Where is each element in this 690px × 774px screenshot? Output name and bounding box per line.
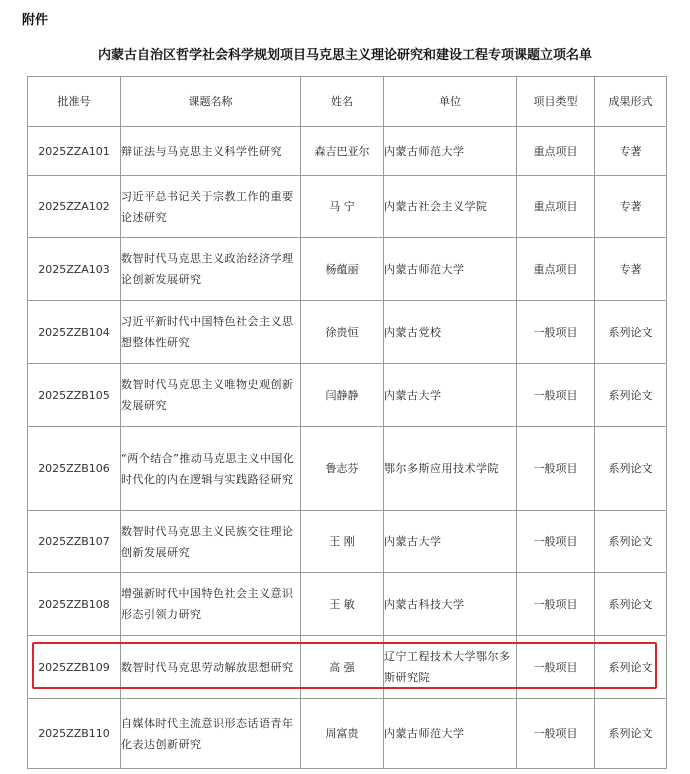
cell-code: 2025ZZB104	[28, 301, 121, 364]
cell-unit: 鄂尔多斯应用技术学院	[384, 427, 517, 511]
cell-topic: 数智时代马克思主义唯物史观创新发展研究	[121, 364, 301, 427]
cell-type: 重点项目	[517, 127, 595, 176]
cell-name: 鲁志芬	[301, 427, 384, 511]
cell-form: 系列论文	[595, 301, 667, 364]
cell-name: 杨蕴丽	[301, 238, 384, 301]
cell-type: 一般项目	[517, 636, 595, 699]
cell-code: 2025ZZA102	[28, 176, 121, 238]
cell-unit: 内蒙古党校	[384, 301, 517, 364]
cell-code: 2025ZZB106	[28, 427, 121, 511]
table-row	[28, 364, 667, 427]
cell-unit: 内蒙古科技大学	[384, 573, 517, 636]
cell-code: 2025ZZB107	[28, 511, 121, 573]
header-approval-number: 批准号	[28, 77, 121, 127]
header-unit: 单位	[384, 77, 517, 127]
project-list-table	[27, 76, 667, 769]
cell-code: 2025ZZB110	[28, 699, 121, 769]
cell-name: 周富贵	[301, 699, 384, 769]
table-row	[28, 176, 667, 238]
cell-unit: 内蒙古社会主义学院	[384, 176, 517, 238]
cell-code: 2025ZZB108	[28, 573, 121, 636]
header-topic-name: 课题名称	[121, 77, 301, 127]
cell-form: 专著	[595, 176, 667, 238]
cell-form: 专著	[595, 238, 667, 301]
header-output-form: 成果形式	[595, 77, 667, 127]
cell-form: 系列论文	[595, 427, 667, 511]
cell-type: 一般项目	[517, 364, 595, 427]
cell-code: 2025ZZA101	[28, 127, 121, 176]
cell-unit: 内蒙古大学	[384, 364, 517, 427]
table-row	[28, 511, 667, 573]
cell-form: 系列论文	[595, 511, 667, 573]
cell-name: 高 强	[301, 636, 384, 699]
table-row	[28, 573, 667, 636]
cell-topic: 辩证法与马克思主义科学性研究	[121, 127, 301, 176]
cell-topic: 增强新时代中国特色社会主义意识形态引领力研究	[121, 573, 301, 636]
cell-name: 闫静静	[301, 364, 384, 427]
cell-name: 森吉巴亚尔	[301, 127, 384, 176]
cell-type: 重点项目	[517, 238, 595, 301]
table-row	[28, 301, 667, 364]
document-title: 内蒙古自治区哲学社会科学规划项目马克思主义理论研究和建设工程专项课题立项名单	[97, 48, 592, 63]
cell-unit: 辽宁工程技术大学鄂尔多斯研究院	[384, 636, 517, 699]
cell-topic: 数智时代马克思劳动解放思想研究	[121, 636, 301, 699]
table-row-highlighted	[28, 636, 667, 699]
cell-topic: 习近平总书记关于宗教工作的重要论述研究	[121, 176, 301, 238]
cell-form: 专著	[595, 127, 667, 176]
attachment-label: 附件	[22, 13, 49, 28]
cell-unit: 内蒙古师范大学	[384, 238, 517, 301]
cell-type: 一般项目	[517, 427, 595, 511]
cell-code: 2025ZZB109	[28, 636, 121, 699]
cell-form: 系列论文	[595, 364, 667, 427]
cell-type: 一般项目	[517, 573, 595, 636]
table-header-row	[28, 77, 667, 127]
cell-type: 一般项目	[517, 511, 595, 573]
header-project-type: 项目类型	[517, 77, 595, 127]
table-row	[28, 699, 667, 769]
cell-code: 2025ZZB105	[28, 364, 121, 427]
cell-topic: 习近平新时代中国特色社会主义思想整体性研究	[121, 301, 301, 364]
table-row	[28, 427, 667, 511]
cell-code: 2025ZZA103	[28, 238, 121, 301]
cell-form: 系列论文	[595, 699, 667, 769]
cell-name: 徐贵恒	[301, 301, 384, 364]
table-row	[28, 238, 667, 301]
table-row	[28, 127, 667, 176]
cell-form: 系列论文	[595, 636, 667, 699]
cell-unit: 内蒙古大学	[384, 511, 517, 573]
cell-topic: “两个结合”推动马克思主义中国化时代化的内在逻辑与实践路径研究	[121, 427, 301, 511]
cell-form: 系列论文	[595, 573, 667, 636]
cell-type: 一般项目	[517, 699, 595, 769]
cell-name: 马 宁	[301, 176, 384, 238]
cell-name: 王 刚	[301, 511, 384, 573]
cell-name: 王 敏	[301, 573, 384, 636]
cell-topic: 数智时代马克思主义民族交往理论创新发展研究	[121, 511, 301, 573]
header-person-name: 姓名	[301, 77, 384, 127]
cell-topic: 数智时代马克思主义政治经济学理论创新发展研究	[121, 238, 301, 301]
cell-unit: 内蒙古师范大学	[384, 127, 517, 176]
cell-unit: 内蒙古师范大学	[384, 699, 517, 769]
cell-type: 重点项目	[517, 176, 595, 238]
cell-topic: 自媒体时代主流意识形态话语青年化表达创新研究	[121, 699, 301, 769]
cell-type: 一般项目	[517, 301, 595, 364]
